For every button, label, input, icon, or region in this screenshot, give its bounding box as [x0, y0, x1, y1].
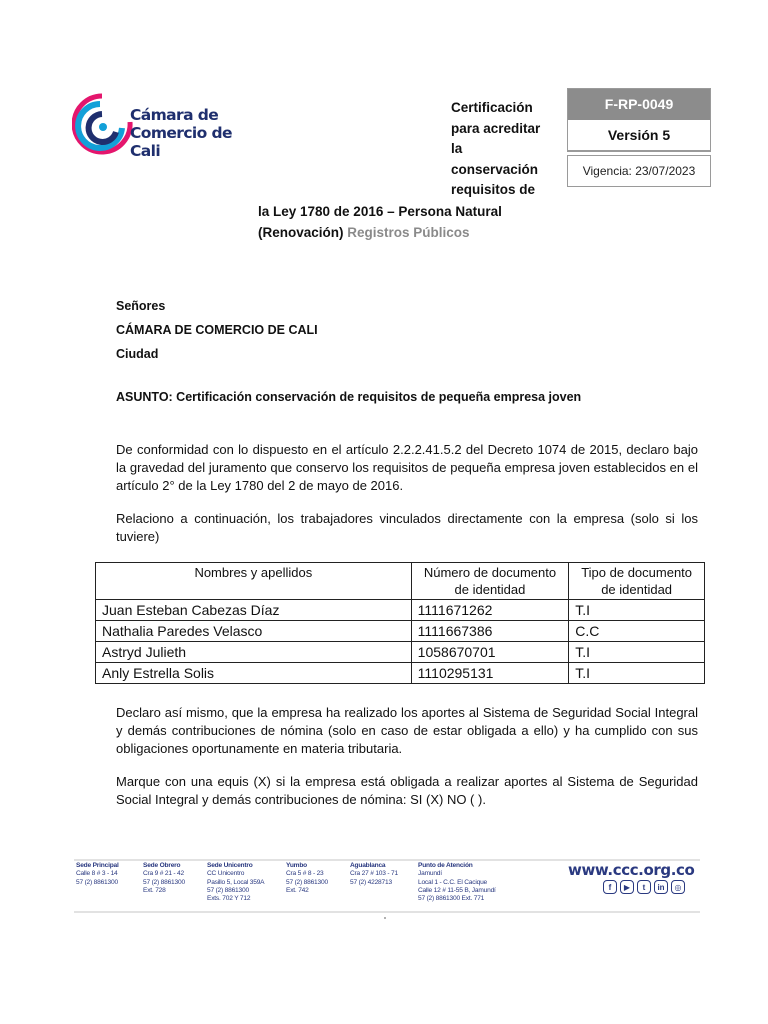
footer-line: Local 1 - C.C. El Cacique — [418, 878, 488, 886]
footer-col-title: Sede Unicentro — [207, 862, 253, 869]
footer-col-yumbo — [286, 862, 328, 895]
title-line: la — [451, 141, 463, 156]
footer-col-title: Punto de Atención — [418, 862, 473, 869]
subject-line: ASUNTO: Certificación conservación de requisitos de pequeña empresa joven — [116, 390, 582, 404]
footer-line: 57 (2) 8861300 — [143, 878, 185, 886]
table-row — [96, 621, 705, 642]
logo-line-1: Cámara de — [130, 106, 219, 124]
footer-line: Ext. 728 — [143, 886, 166, 894]
title-line: la Ley 1780 de 2016 – Persona Natural — [258, 204, 502, 219]
linkedin-icon[interactable]: in — [654, 880, 668, 894]
document-title — [451, 98, 561, 201]
logo-line-3: Cali — [130, 142, 161, 160]
workers-intro-paragraph: Relaciono a continuación, los trabajadores vinculados directamente con la empresa (solo si los tuviere) — [116, 511, 698, 544]
table-row — [96, 600, 705, 621]
cell-doc-number: 1111667386 — [411, 621, 569, 642]
addressee-org: CÁMARA DE COMERCIO DE CALI — [116, 323, 318, 337]
footer-col-title: Sede Principal — [76, 862, 119, 869]
footer-line: Cra 5 # 8 - 23 — [286, 870, 324, 878]
contributions-paragraph: Declaro así mismo, que la empresa ha realizado los aportes al Sistema de Seguridad Social Integral y demás contribuciones de nómina (solo en caso de estar obligada a ello) y ha cumplido con sus obligaciones oportunamente en materia tributaria. — [116, 705, 698, 756]
footer-line: 57 (2) 8861300 — [286, 878, 328, 886]
cell-doc-type: T.I — [569, 663, 705, 684]
title-line: para acreditar — [451, 120, 541, 136]
footer-line: CC Unicentro — [207, 870, 245, 878]
cell-doc-type: T.I — [569, 600, 705, 621]
form-version: Versión 5 — [568, 120, 710, 151]
logo-line-2: Comercio de — [130, 124, 232, 142]
page-dot — [384, 917, 386, 919]
footer-col-title: Sede Obrero — [143, 862, 181, 869]
obligation-question: Marque con una equis (X) si la empresa está obligada a realizar aportes al Sistema de Seguridad Social Integral y demás contribuciones de nómina: SI (X) NO ( ). — [116, 774, 698, 807]
youtube-icon[interactable]: ▶ — [620, 880, 634, 894]
table-header-row — [96, 563, 705, 600]
col-header-doc-type: Tipo de documento de identidad — [569, 563, 705, 600]
logo-wordmark — [130, 106, 260, 160]
greeting: Señores — [116, 299, 166, 313]
form-code: F-RP-0049 — [568, 89, 710, 120]
footer-line: Cra 27 # 103 - 71 — [350, 870, 398, 878]
table-row — [96, 663, 705, 684]
form-code-box — [567, 88, 711, 152]
footer-col-obrero — [143, 862, 185, 895]
title-line: Certificación — [451, 100, 533, 115]
footer-col-jamundi — [418, 862, 496, 903]
cell-doc-type: T.I — [569, 642, 705, 663]
footer-line: Calle 8 # 3 - 14 — [76, 870, 118, 878]
footer-col-principal — [76, 862, 119, 887]
col-header-doc-number: Número de documento de identidad — [411, 563, 569, 600]
title-registros: Registros Públicos — [347, 224, 470, 240]
footer-col-title: Yumbo — [286, 862, 307, 869]
footer — [74, 860, 700, 910]
footer-col-title: Aguablanca — [350, 862, 386, 869]
cell-doc-number: 1110295131 — [411, 663, 569, 684]
cell-name: Astryd Julieth — [96, 642, 412, 663]
document-title-continued — [258, 202, 558, 243]
workers-table — [95, 562, 705, 684]
footer-line: 57 (2) 8861300 — [207, 886, 249, 894]
vigencia-box — [567, 155, 711, 187]
footer-line: Calle 12 # 11-55 B, Jamundí — [418, 886, 496, 894]
cell-doc-type: C.C — [569, 621, 705, 642]
cell-name: Juan Esteban Cabezas Díaz — [96, 600, 412, 621]
footer-line: 57 (2) 8861300 — [76, 878, 118, 886]
footer-line: 57 (2) 4228713 — [350, 878, 392, 886]
title-renovacion: (Renovación) — [258, 224, 344, 240]
footer-col-unicentro — [207, 862, 264, 903]
vigencia-date: Vigencia: 23/07/2023 — [582, 164, 696, 178]
footer-col-aguablanca — [350, 862, 398, 887]
social-icons — [603, 880, 685, 894]
footer-line: Pasillo 5, Local 359A — [207, 878, 265, 886]
cell-doc-number: 1058670701 — [411, 642, 569, 663]
title-line: requisitos de — [451, 182, 536, 197]
facebook-icon[interactable]: f — [603, 880, 617, 894]
title-line: conservación — [451, 161, 539, 177]
declaration-paragraph: De conformidad con lo dispuesto en el artículo 2.2.2.41.5.2 del Decreto 1074 de 2015, declaro bajo la gravedad del juramento que conservo los requisitos de pequeña empresa joven establecidos en el artículo 2° de la Ley 1780 del 2 de mayo de 2016. — [116, 442, 698, 493]
cell-doc-number: 1111671262 — [411, 600, 569, 621]
website-link[interactable]: www.ccc.org.co — [568, 861, 695, 879]
footer-line: Cra 9 # 21 - 42 — [143, 870, 184, 878]
cell-name: Anly Estrella Solis — [96, 663, 412, 684]
addressee-city: Ciudad — [116, 347, 159, 361]
twitter-icon[interactable]: t — [637, 880, 651, 894]
footer-line: 57 (2) 8861300 Ext. 771 — [418, 895, 485, 903]
footer-divider-bottom — [74, 911, 700, 913]
table-row — [96, 642, 705, 663]
instagram-icon[interactable]: ◎ — [671, 880, 685, 894]
title-line-last — [258, 223, 558, 244]
footer-line: Exts. 702 Y 712 — [207, 895, 251, 903]
footer-line: Jamundí — [418, 870, 442, 878]
cell-name: Nathalia Paredes Velasco — [96, 621, 412, 642]
col-header-names: Nombres y apellidos — [96, 563, 412, 600]
footer-line: Ext. 742 — [286, 886, 309, 894]
